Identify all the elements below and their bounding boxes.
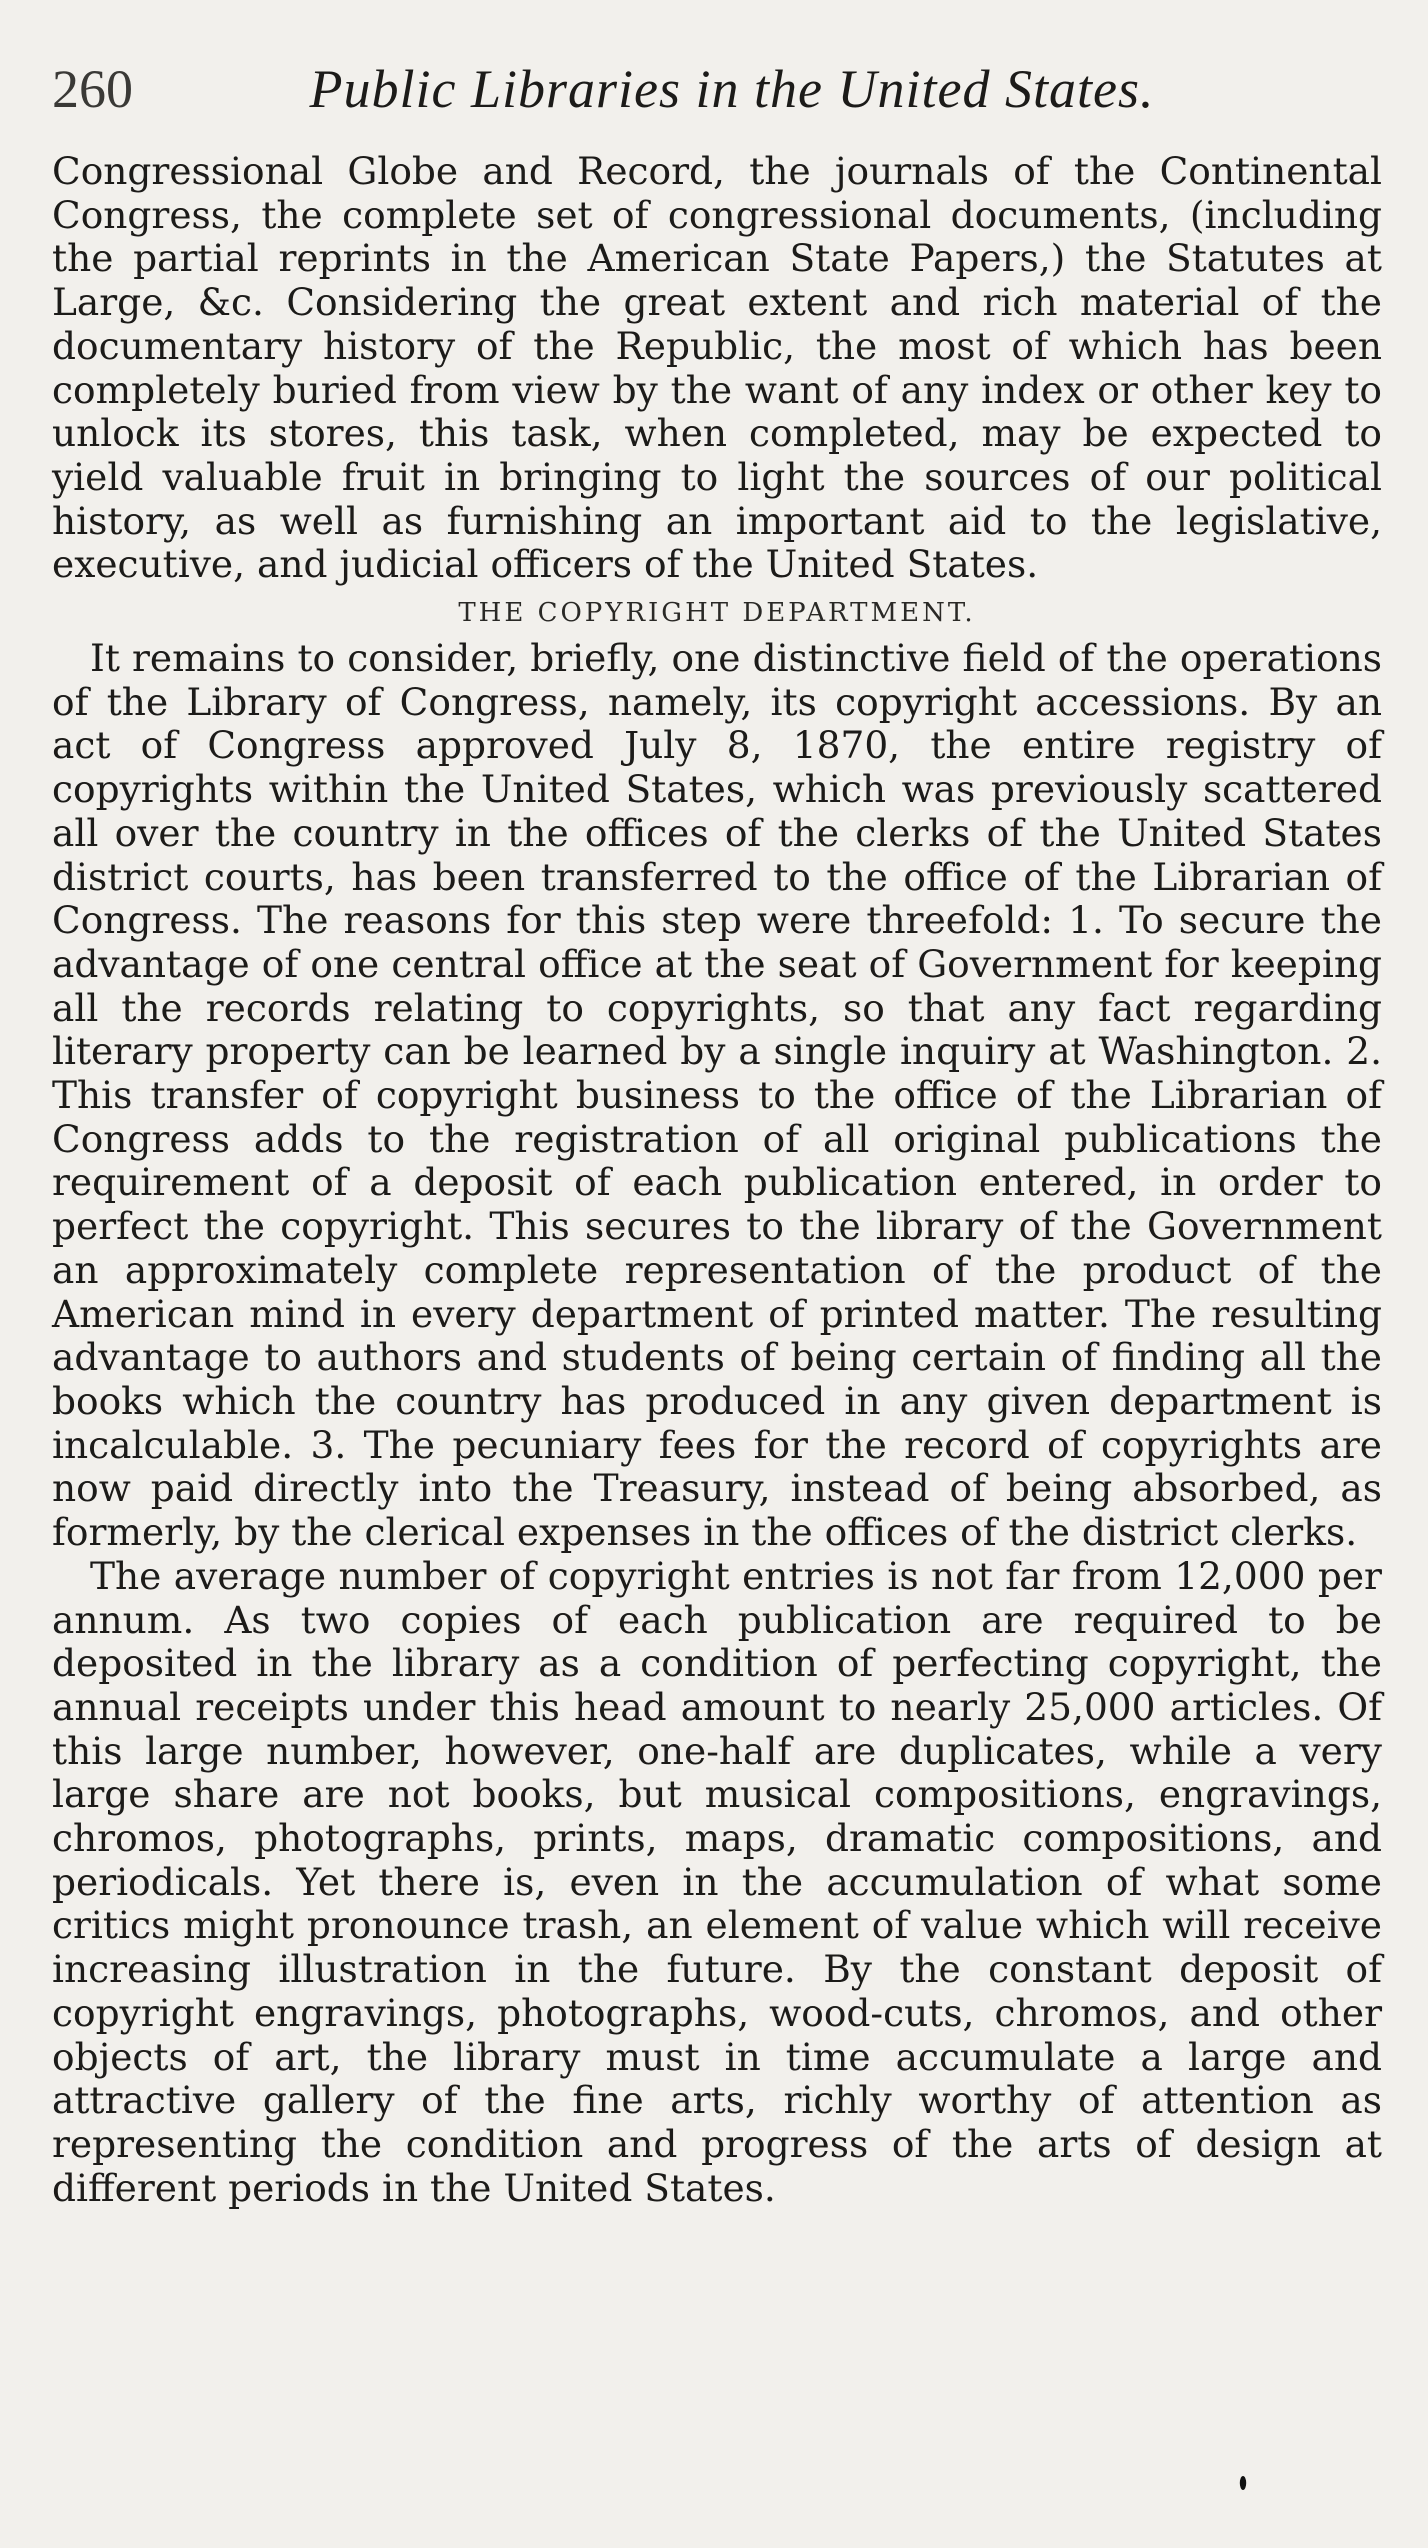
paragraph-congressional-records: Congressional Globe and Record, the journals of the Continental Congress, the complete set of congressional documents, (including the partial reprints in the American State Papers,) the Statutes at Large, &c. Considering the great extent and rich material of the documentary history of the Republic, the most of which has been completely buried from view by the want of any index or other key to unlock its stores, this task, when completed, may be expected to yield valuable fruit in bringing to light the sources of our political history, as well as furnishing an important aid to the legislative, executive, and judicial officers of the United States. (52, 149, 1382, 587)
running-title: Public Libraries in the United States. (309, 59, 1155, 119)
paragraph-copyright-department: It remains to consider, briefly, one distinctive field of the operations of the Library of Congress, namely, its copyright accessions. By an act of Congress approved July 8, 1870, the entire registry of copyrights within the United States, which was previously scattered all over the country in the offices of the clerks of the United States district courts, has been transferred to the office of the Librarian of Congress. The reasons for this step were threefold: 1. To secure the advantage of one central office at the seat of Government for keeping all the records relating to copyrights, so that any fact regarding literary property can be learned by a single inquiry at Washington. 2. This transfer of copyright business to the office of the Librarian of Congress adds to the registration of all original publications the requirement of a deposit of each publication entered, in order to perfect the copyright. This secures to the library of the Government an approximately complete representation of the product of the American mind in every department of printed matter. The resulting advantage to authors and students of being certain of finding all the books which the country has produced in any given department is incalculable. 3. The pecuniary fees for the record of copyrights are now paid directly into the Treasury, instead of being absorbed, as formerly, by the clerical expenses in the offices of the district clerks. (52, 636, 1382, 1555)
page-number: 260 (52, 59, 133, 119)
section-heading: THE COPYRIGHT DEPARTMENT. (458, 598, 976, 629)
paragraph-copyright-entries: The average number of copyright entries is not far from 12,000 per annum. As two copies of each publication are required to be deposited in the library as a condition of perfecting copyright, the annual receipts under this head amount to nearly 25,000 articles. Of this large number, however, one-half are duplicates, while a very large share are not books, but musical compositions, engravings, chromos, photographs, prints, maps, dramatic compositions, and periodicals. Yet there is, even in the accumulation of what some critics might pronounce trash, an element of value which will receive increasing illustration in the future. By the constant deposit of copyright engravings, photographs, wood-cuts, chromos, and other objects of art, the library must in time accumulate a large and attractive gallery of the fine arts, richly worthy of attention as representing the condition and progress of the arts of design at different periods in the United States. (52, 1553, 1382, 2210)
book-page (52, 58, 1382, 2210)
page-header (52, 58, 1382, 128)
ink-speck-mark (1238, 2474, 1248, 2492)
